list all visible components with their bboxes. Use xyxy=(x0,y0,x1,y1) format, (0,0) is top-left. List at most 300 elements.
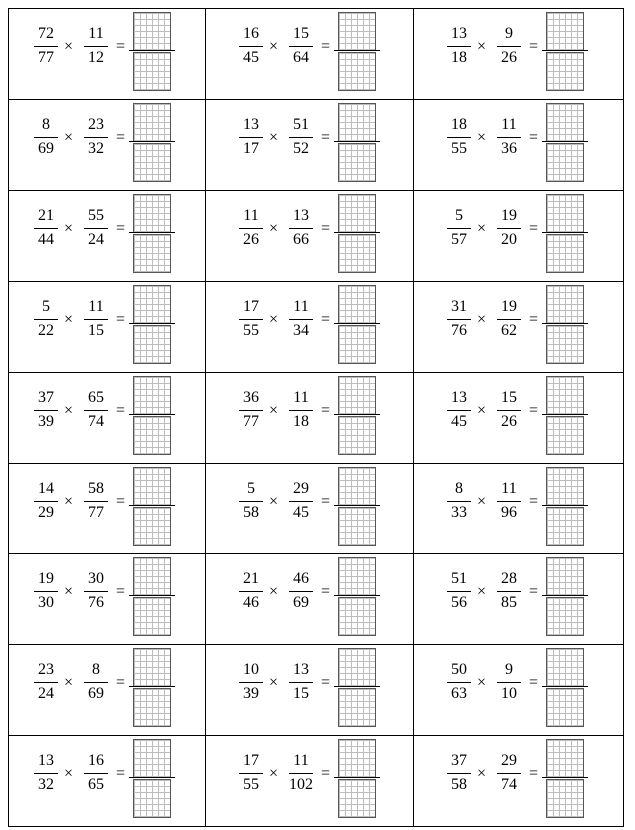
equals-sign: = xyxy=(116,129,126,146)
fraction-bar xyxy=(497,137,521,138)
second-numerator: 51 xyxy=(293,116,309,133)
multiplication-problem xyxy=(237,644,407,734)
answer-denominator-grid[interactable] xyxy=(546,143,584,182)
equals-sign: = xyxy=(116,765,126,782)
problem-cell xyxy=(8,553,205,643)
answer-fraction-bar xyxy=(129,595,175,596)
answer-box[interactable] xyxy=(338,103,376,181)
second-numerator: 28 xyxy=(501,570,517,587)
times-sign: × xyxy=(269,765,279,782)
fraction-bar xyxy=(447,501,471,502)
answer-numerator-grid[interactable] xyxy=(338,103,376,142)
fraction-bar xyxy=(34,773,58,774)
first-numerator: 17 xyxy=(243,298,259,315)
problem-cell xyxy=(413,553,623,643)
answer-box[interactable] xyxy=(546,376,584,454)
equals-sign: = xyxy=(529,493,539,510)
answer-numerator-grid[interactable] xyxy=(133,285,171,324)
fraction-bar xyxy=(289,319,313,320)
problem-cell xyxy=(8,735,205,825)
first-denominator: 55 xyxy=(243,776,259,793)
answer-fraction-bar xyxy=(334,777,380,778)
first-numerator: 36 xyxy=(243,389,259,406)
second-numerator: 19 xyxy=(501,298,517,315)
first-denominator: 18 xyxy=(451,49,467,66)
equals-sign: = xyxy=(529,402,539,419)
answer-numerator-grid[interactable] xyxy=(133,648,171,687)
second-numerator: 13 xyxy=(293,661,309,678)
answer-box[interactable] xyxy=(133,194,171,272)
fraction-bar xyxy=(497,228,521,229)
times-sign: × xyxy=(477,402,487,419)
times-sign: × xyxy=(477,765,487,782)
answer-fraction-bar xyxy=(129,323,175,324)
problem-cell xyxy=(205,8,413,98)
answer-box[interactable] xyxy=(338,12,376,90)
equals-sign: = xyxy=(529,38,539,55)
multiplication-problem xyxy=(237,8,407,98)
second-denominator: 32 xyxy=(88,140,104,157)
answer-box[interactable] xyxy=(338,739,376,817)
answer-fraction-bar xyxy=(542,232,588,233)
times-sign: × xyxy=(269,38,279,55)
problem-cell xyxy=(8,8,205,98)
multiplication-problem xyxy=(445,463,615,553)
fraction-bar xyxy=(239,410,263,411)
fraction-bar xyxy=(34,591,58,592)
answer-denominator-grid[interactable] xyxy=(133,325,171,364)
grid-line-vertical xyxy=(623,8,624,826)
answer-fraction-bar xyxy=(129,414,175,415)
answer-denominator-grid[interactable] xyxy=(133,779,171,818)
answer-numerator-grid[interactable] xyxy=(133,376,171,415)
equals-sign: = xyxy=(116,402,126,419)
equals-sign: = xyxy=(321,583,331,600)
fraction-bar xyxy=(84,501,108,502)
fraction-bar xyxy=(34,410,58,411)
second-denominator: 102 xyxy=(289,776,313,793)
first-numerator: 5 xyxy=(42,298,50,315)
second-numerator: 11 xyxy=(501,116,517,133)
multiplication-problem xyxy=(32,463,202,553)
problem-cell xyxy=(205,644,413,734)
multiplication-problem xyxy=(445,553,615,643)
answer-box[interactable] xyxy=(546,467,584,545)
times-sign: × xyxy=(269,674,279,691)
equals-sign: = xyxy=(321,38,331,55)
equals-sign: = xyxy=(321,674,331,691)
multiplication-problem xyxy=(445,735,615,825)
first-numerator: 8 xyxy=(42,116,50,133)
answer-fraction-bar xyxy=(334,414,380,415)
first-numerator: 37 xyxy=(38,389,54,406)
first-denominator: 45 xyxy=(451,413,467,430)
first-numerator: 11 xyxy=(243,207,259,224)
answer-denominator-grid[interactable] xyxy=(546,597,584,636)
equals-sign: = xyxy=(321,493,331,510)
multiplication-problem xyxy=(237,463,407,553)
answer-denominator-grid[interactable] xyxy=(338,597,376,636)
second-numerator: 15 xyxy=(293,25,309,42)
fraction-bar xyxy=(84,319,108,320)
answer-box[interactable] xyxy=(546,739,584,817)
problem-cell xyxy=(413,463,623,553)
answer-denominator-grid[interactable] xyxy=(546,52,584,91)
second-denominator: 62 xyxy=(501,322,517,339)
answer-denominator-grid[interactable] xyxy=(338,416,376,455)
fraction-bar xyxy=(84,410,108,411)
second-denominator: 12 xyxy=(88,49,104,66)
problem-cell xyxy=(8,281,205,371)
first-numerator: 10 xyxy=(243,661,259,678)
first-denominator: 69 xyxy=(38,140,54,157)
answer-box[interactable] xyxy=(133,285,171,363)
answer-denominator-grid[interactable] xyxy=(133,234,171,273)
problem-cell xyxy=(8,99,205,189)
fraction-bar xyxy=(497,682,521,683)
fraction-bar xyxy=(84,46,108,47)
first-denominator: 55 xyxy=(243,322,259,339)
grid-line-horizontal xyxy=(8,826,624,827)
times-sign: × xyxy=(269,493,279,510)
problem-cell xyxy=(205,372,413,462)
answer-numerator-grid[interactable] xyxy=(546,467,584,506)
first-denominator: 77 xyxy=(38,49,54,66)
multiplication-problem xyxy=(445,281,615,371)
second-numerator: 11 xyxy=(293,752,309,769)
fraction-bar xyxy=(84,682,108,683)
answer-box[interactable] xyxy=(338,648,376,726)
answer-box[interactable] xyxy=(546,285,584,363)
answer-denominator-grid[interactable] xyxy=(546,234,584,273)
fraction-bar xyxy=(447,46,471,47)
fraction-bar xyxy=(289,228,313,229)
fraction-bar xyxy=(84,591,108,592)
multiplication-problem xyxy=(32,190,202,280)
second-denominator: 69 xyxy=(293,594,309,611)
second-denominator: 74 xyxy=(501,776,517,793)
second-denominator: 10 xyxy=(501,685,517,702)
second-numerator: 46 xyxy=(293,570,309,587)
second-denominator: 18 xyxy=(293,413,309,430)
first-numerator: 21 xyxy=(243,570,259,587)
problem-cell xyxy=(413,8,623,98)
fraction-bar xyxy=(239,501,263,502)
answer-numerator-grid[interactable] xyxy=(133,103,171,142)
answer-numerator-grid[interactable] xyxy=(338,376,376,415)
fraction-bar xyxy=(497,773,521,774)
answer-denominator-grid[interactable] xyxy=(546,416,584,455)
answer-denominator-grid[interactable] xyxy=(133,507,171,546)
first-denominator: 33 xyxy=(451,504,467,521)
second-denominator: 26 xyxy=(501,413,517,430)
equals-sign: = xyxy=(321,402,331,419)
second-numerator: 15 xyxy=(501,389,517,406)
fraction-bar xyxy=(447,773,471,774)
fraction-bar xyxy=(34,319,58,320)
second-denominator: 45 xyxy=(293,504,309,521)
first-denominator: 44 xyxy=(38,231,54,248)
fraction-bar xyxy=(497,410,521,411)
answer-box[interactable] xyxy=(546,557,584,635)
multiplication-problem xyxy=(445,99,615,189)
second-numerator: 30 xyxy=(88,570,104,587)
first-denominator: 39 xyxy=(243,685,259,702)
fraction-bar xyxy=(84,228,108,229)
second-numerator: 55 xyxy=(88,207,104,224)
fraction-bar xyxy=(289,773,313,774)
answer-numerator-grid[interactable] xyxy=(133,12,171,51)
first-denominator: 29 xyxy=(38,504,54,521)
second-numerator: 13 xyxy=(293,207,309,224)
answer-numerator-grid[interactable] xyxy=(338,285,376,324)
equals-sign: = xyxy=(321,220,331,237)
multiplication-problem xyxy=(445,372,615,462)
equals-sign: = xyxy=(529,674,539,691)
multiplication-problem xyxy=(32,8,202,98)
first-numerator: 14 xyxy=(38,480,54,497)
answer-box[interactable] xyxy=(338,467,376,545)
answer-fraction-bar xyxy=(129,141,175,142)
fraction-bar xyxy=(447,682,471,683)
times-sign: × xyxy=(64,493,74,510)
equals-sign: = xyxy=(116,493,126,510)
problem-cell xyxy=(8,190,205,280)
problem-cell xyxy=(8,463,205,553)
answer-numerator-grid[interactable] xyxy=(546,376,584,415)
answer-denominator-grid[interactable] xyxy=(546,507,584,546)
second-numerator: 9 xyxy=(505,25,513,42)
first-numerator: 37 xyxy=(451,752,467,769)
first-denominator: 17 xyxy=(243,140,259,157)
answer-box[interactable] xyxy=(546,103,584,181)
answer-fraction-bar xyxy=(334,141,380,142)
first-numerator: 50 xyxy=(451,661,467,678)
answer-denominator-grid[interactable] xyxy=(133,143,171,182)
equals-sign: = xyxy=(529,765,539,782)
fraction-bar xyxy=(289,591,313,592)
answer-fraction-bar xyxy=(542,777,588,778)
multiplication-problem xyxy=(32,99,202,189)
multiplication-problem xyxy=(32,372,202,462)
answer-box[interactable] xyxy=(133,739,171,817)
problem-cell xyxy=(205,281,413,371)
first-denominator: 56 xyxy=(451,594,467,611)
times-sign: × xyxy=(477,311,487,328)
answer-numerator-grid[interactable] xyxy=(338,739,376,778)
second-numerator: 11 xyxy=(293,389,309,406)
answer-denominator-grid[interactable] xyxy=(338,234,376,273)
answer-denominator-grid[interactable] xyxy=(338,143,376,182)
second-denominator: 65 xyxy=(88,776,104,793)
problem-cell xyxy=(413,99,623,189)
answer-denominator-grid[interactable] xyxy=(338,325,376,364)
answer-fraction-bar xyxy=(542,414,588,415)
first-denominator: 45 xyxy=(243,49,259,66)
second-denominator: 77 xyxy=(88,504,104,521)
answer-numerator-grid[interactable] xyxy=(338,467,376,506)
answer-denominator-grid[interactable] xyxy=(338,507,376,546)
answer-box[interactable] xyxy=(338,194,376,272)
first-denominator: 57 xyxy=(451,231,467,248)
second-numerator: 16 xyxy=(88,752,104,769)
answer-denominator-grid[interactable] xyxy=(338,52,376,91)
multiplication-problem xyxy=(237,281,407,371)
answer-box[interactable] xyxy=(338,285,376,363)
second-denominator: 24 xyxy=(88,231,104,248)
answer-box[interactable] xyxy=(546,194,584,272)
first-denominator: 46 xyxy=(243,594,259,611)
answer-fraction-bar xyxy=(334,505,380,506)
answer-box[interactable] xyxy=(338,376,376,454)
first-denominator: 55 xyxy=(451,140,467,157)
fraction-bar xyxy=(239,319,263,320)
answer-denominator-grid[interactable] xyxy=(133,52,171,91)
answer-denominator-grid[interactable] xyxy=(338,688,376,727)
answer-numerator-grid[interactable] xyxy=(133,557,171,596)
equals-sign: = xyxy=(529,129,539,146)
answer-box[interactable] xyxy=(133,557,171,635)
multiplication-problem xyxy=(32,281,202,371)
answer-numerator-grid[interactable] xyxy=(338,648,376,687)
times-sign: × xyxy=(477,38,487,55)
first-numerator: 23 xyxy=(38,661,54,678)
first-denominator: 30 xyxy=(38,594,54,611)
multiplication-problem xyxy=(237,735,407,825)
second-numerator: 11 xyxy=(88,298,104,315)
answer-numerator-grid[interactable] xyxy=(546,103,584,142)
second-numerator: 11 xyxy=(88,25,104,42)
equals-sign: = xyxy=(529,220,539,237)
answer-box[interactable] xyxy=(338,557,376,635)
fraction-bar xyxy=(447,319,471,320)
times-sign: × xyxy=(477,583,487,600)
fraction-bar xyxy=(497,46,521,47)
multiplication-problem xyxy=(237,190,407,280)
answer-fraction-bar xyxy=(542,595,588,596)
answer-fraction-bar xyxy=(334,50,380,51)
answer-numerator-grid[interactable] xyxy=(546,648,584,687)
answer-numerator-grid[interactable] xyxy=(133,467,171,506)
times-sign: × xyxy=(477,493,487,510)
answer-numerator-grid[interactable] xyxy=(338,12,376,51)
second-denominator: 66 xyxy=(293,231,309,248)
multiplication-problem xyxy=(445,644,615,734)
answer-box[interactable] xyxy=(546,12,584,90)
answer-denominator-grid[interactable] xyxy=(546,325,584,364)
second-denominator: 64 xyxy=(293,49,309,66)
fraction-bar xyxy=(239,228,263,229)
first-numerator: 13 xyxy=(451,25,467,42)
second-denominator: 69 xyxy=(88,685,104,702)
fraction-bar xyxy=(239,773,263,774)
multiplication-problem xyxy=(445,8,615,98)
answer-numerator-grid[interactable] xyxy=(133,739,171,778)
fraction-bar xyxy=(34,46,58,47)
first-denominator: 77 xyxy=(243,413,259,430)
answer-numerator-grid[interactable] xyxy=(546,739,584,778)
times-sign: × xyxy=(269,129,279,146)
answer-denominator-grid[interactable] xyxy=(338,779,376,818)
answer-box[interactable] xyxy=(133,648,171,726)
answer-box[interactable] xyxy=(546,648,584,726)
first-numerator: 31 xyxy=(451,298,467,315)
answer-numerator-grid[interactable] xyxy=(338,194,376,233)
fraction-bar xyxy=(239,137,263,138)
answer-denominator-grid[interactable] xyxy=(133,688,171,727)
answer-denominator-grid[interactable] xyxy=(133,597,171,636)
first-numerator: 5 xyxy=(455,207,463,224)
first-denominator: 32 xyxy=(38,776,54,793)
answer-fraction-bar xyxy=(129,686,175,687)
answer-fraction-bar xyxy=(334,323,380,324)
equals-sign: = xyxy=(116,583,126,600)
multiplication-problem xyxy=(32,644,202,734)
second-denominator: 96 xyxy=(501,504,517,521)
times-sign: × xyxy=(64,402,74,419)
fraction-bar xyxy=(84,773,108,774)
answer-fraction-bar xyxy=(129,505,175,506)
answer-denominator-grid[interactable] xyxy=(133,416,171,455)
times-sign: × xyxy=(477,674,487,691)
answer-box[interactable] xyxy=(133,467,171,545)
equals-sign: = xyxy=(116,674,126,691)
answer-numerator-grid[interactable] xyxy=(546,12,584,51)
problem-cell xyxy=(205,99,413,189)
fraction-bar xyxy=(447,410,471,411)
second-numerator: 58 xyxy=(88,480,104,497)
fraction-bar xyxy=(497,319,521,320)
times-sign: × xyxy=(269,220,279,237)
equals-sign: = xyxy=(116,311,126,328)
answer-numerator-grid[interactable] xyxy=(338,557,376,596)
first-numerator: 72 xyxy=(38,25,54,42)
answer-numerator-grid[interactable] xyxy=(546,194,584,233)
answer-denominator-grid[interactable] xyxy=(546,779,584,818)
times-sign: × xyxy=(64,220,74,237)
times-sign: × xyxy=(64,311,74,328)
first-denominator: 22 xyxy=(38,322,54,339)
answer-box[interactable] xyxy=(133,12,171,90)
answer-numerator-grid[interactable] xyxy=(133,194,171,233)
answer-fraction-bar xyxy=(334,232,380,233)
problem-cell xyxy=(413,644,623,734)
answer-fraction-bar xyxy=(542,141,588,142)
fraction-bar xyxy=(239,682,263,683)
answer-denominator-grid[interactable] xyxy=(546,688,584,727)
fraction-bar xyxy=(447,137,471,138)
answer-numerator-grid[interactable] xyxy=(546,557,584,596)
answer-box[interactable] xyxy=(133,376,171,454)
answer-numerator-grid[interactable] xyxy=(546,285,584,324)
fraction-bar xyxy=(447,228,471,229)
equals-sign: = xyxy=(321,311,331,328)
problem-cell xyxy=(205,463,413,553)
problem-cell xyxy=(8,372,205,462)
fraction-bar xyxy=(497,591,521,592)
second-denominator: 20 xyxy=(501,231,517,248)
fraction-bar xyxy=(34,501,58,502)
first-numerator: 13 xyxy=(243,116,259,133)
second-denominator: 36 xyxy=(501,140,517,157)
first-numerator: 8 xyxy=(455,480,463,497)
multiplication-problem xyxy=(32,735,202,825)
equals-sign: = xyxy=(116,38,126,55)
first-denominator: 63 xyxy=(451,685,467,702)
first-numerator: 13 xyxy=(451,389,467,406)
multiplication-problem xyxy=(237,553,407,643)
answer-box[interactable] xyxy=(133,103,171,181)
